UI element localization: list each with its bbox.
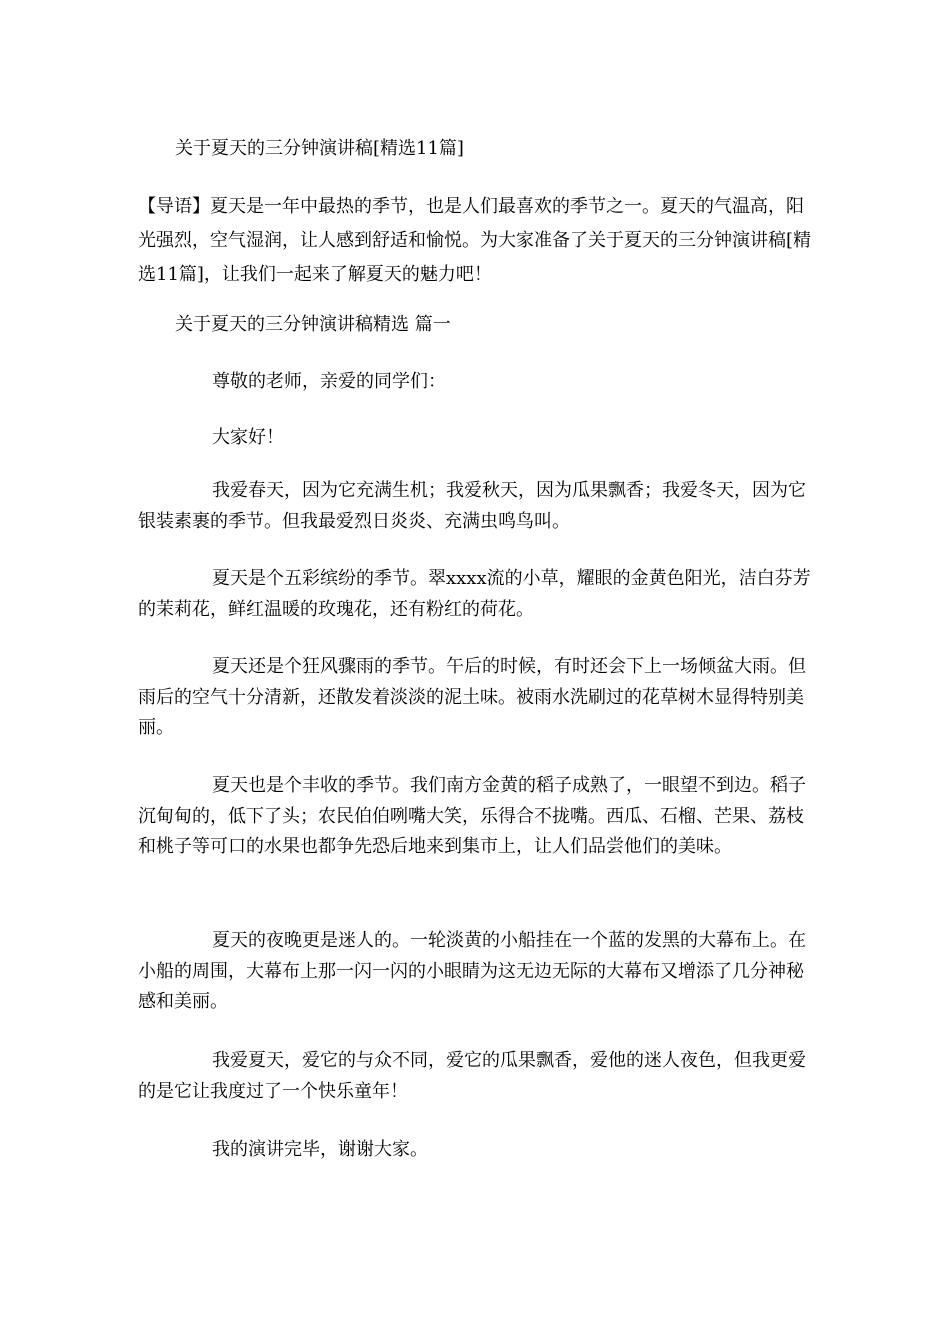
intro-paragraph: 【导语】夏天是一年中最热的季节，也是人们最喜欢的季节之一。夏天的气温高，阳光强烈，空气湿润，让人感到舒适和愉悦。为大家准备了关于夏天的三分钟演讲稿[精选11篇]，让我们一起来了解夏天的魅力吧！ [138, 196, 812, 285]
speech-paragraph: 夏天也是个丰收的季节。我们南方金黄的稻子成熟了，一眼望不到边。稻子沉甸甸的，低下了头；农民伯伯咧嘴大笑，乐得合不拢嘴。西瓜、石榴、芒果、荔枝和桃子等可口的水果也都争先恐后地来到集市上，让人们品尝他们的美味。 [138, 775, 806, 857]
hello-line: 大家好！ [212, 427, 284, 448]
closing-line: 我的演讲完毕，谢谢大家。 [212, 1139, 428, 1160]
speech-paragraph: 夏天是个五彩缤纷的季节。翠xxxx流的小草，耀眼的金黄色阳光，洁白芬芳的茉莉花，鲜红温暖的玫瑰花，还有粉红的荷花。 [138, 568, 811, 620]
section-title: 关于夏天的三分钟演讲稿精选 篇一 [175, 314, 451, 335]
speech-paragraph: 我爱春天，因为它充满生机；我爱秋天，因为瓜果飘香；我爱冬天，因为它银装素裹的季节。但我最爱烈日炎炎、充满虫鸣鸟叫。 [138, 480, 806, 532]
speech-paragraph: 夏天的夜晚更是迷人的。一轮淡黄的小船挂在一个蓝的发黑的大幕布上。在小船的周围，大幕布上那一闪一闪的小眼睛为这无边无际的大幕布又增添了几分神秘感和美丽。 [138, 930, 806, 1012]
speech-paragraph: 我爱夏天，爱它的与众不同，爱它的瓜果飘香，爱他的迷人夜色，但我更爱的是它让我度过了一个快乐童年！ [138, 1050, 806, 1102]
greeting-line: 尊敬的老师，亲爱的同学们： [212, 371, 446, 392]
document-title: 关于夏天的三分钟演讲稿[精选11篇] [175, 138, 464, 159]
speech-paragraph: 夏天还是个狂风骤雨的季节。午后的时候，有时还会下上一场倾盆大雨。但雨后的空气十分清新，还散发着淡淡的泥土味。被雨水洗刷过的花草树木显得特别美丽。 [138, 656, 806, 738]
